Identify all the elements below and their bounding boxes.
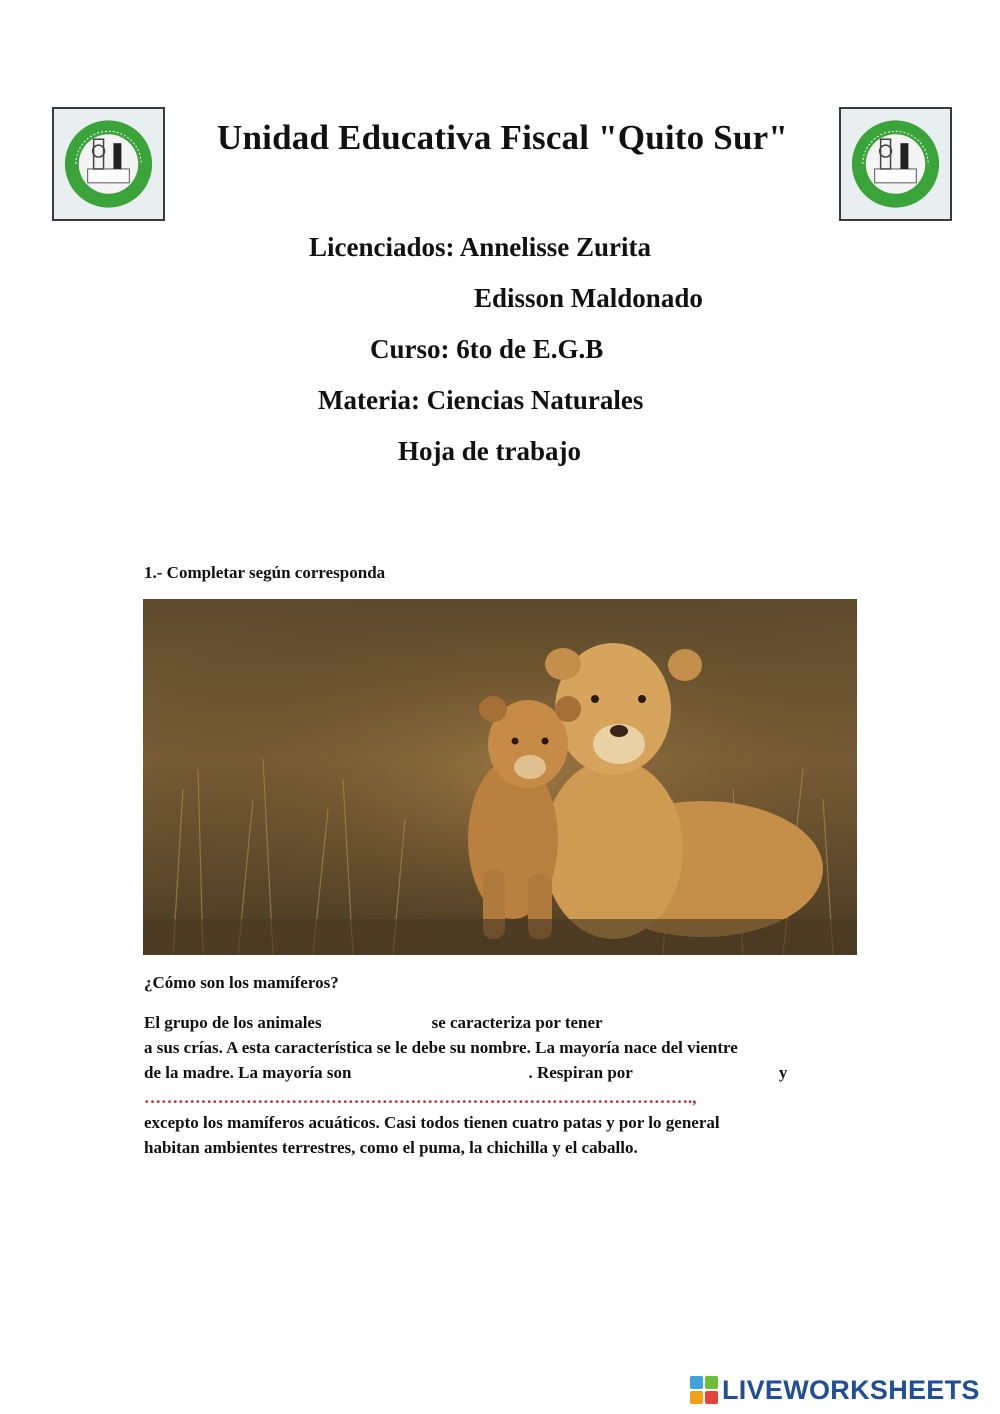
paragraph-line-6: habitan ambientes terrestres, como el puma, la chichilla y el caballo. bbox=[144, 1138, 638, 1157]
lion-photo bbox=[143, 599, 857, 955]
paragraph-line-3 bbox=[144, 1063, 787, 1083]
school-title: Unidad Educativa Fiscal "Quito Sur" bbox=[217, 118, 788, 157]
teachers-line-1: Licenciados: Annelisse Zurita bbox=[309, 232, 652, 262]
line3-text-a: de la madre. La mayoría son bbox=[144, 1063, 352, 1082]
school-seal-icon bbox=[54, 109, 163, 219]
liveworksheets-icon bbox=[690, 1376, 718, 1404]
school-logo-right bbox=[839, 107, 952, 221]
teachers-line-2: Edisson Maldonado bbox=[474, 283, 703, 313]
exercise-instruction: 1.- Completar según corresponda bbox=[144, 563, 386, 582]
liveworksheets-logo bbox=[690, 1373, 980, 1407]
course-label: Curso: 6to de E.G.B bbox=[370, 334, 604, 364]
dotted-answer-line[interactable]: ……………………………………………………………………………………., bbox=[144, 1088, 697, 1107]
paragraph-line-2: a sus crías. A esta característica se le debe su nombre. La mayoría nace del vientre bbox=[144, 1038, 738, 1057]
line1-text-b: se caracteriza por tener bbox=[431, 1013, 603, 1032]
paragraph-line-5: excepto los mamíferos acuáticos. Casi todos tienen cuatro patas y por lo general bbox=[144, 1113, 720, 1132]
lioness-and-cub-image bbox=[143, 599, 857, 955]
brand-name: LIVEWORKSHEETS bbox=[722, 1374, 980, 1405]
subject-label: Materia: Ciencias Naturales bbox=[318, 385, 644, 415]
worksheet-label: Hoja de trabajo bbox=[398, 436, 581, 466]
question-heading: ¿Cómo son los mamíferos? bbox=[144, 973, 339, 992]
school-seal-icon bbox=[841, 109, 950, 219]
line3-text-c: y bbox=[778, 1063, 788, 1082]
line3-text-b: . Respiran por bbox=[528, 1063, 633, 1082]
school-logo-left bbox=[52, 107, 165, 221]
line1-text-a: El grupo de los animales bbox=[144, 1013, 322, 1032]
paragraph-line-1 bbox=[144, 1013, 763, 1033]
